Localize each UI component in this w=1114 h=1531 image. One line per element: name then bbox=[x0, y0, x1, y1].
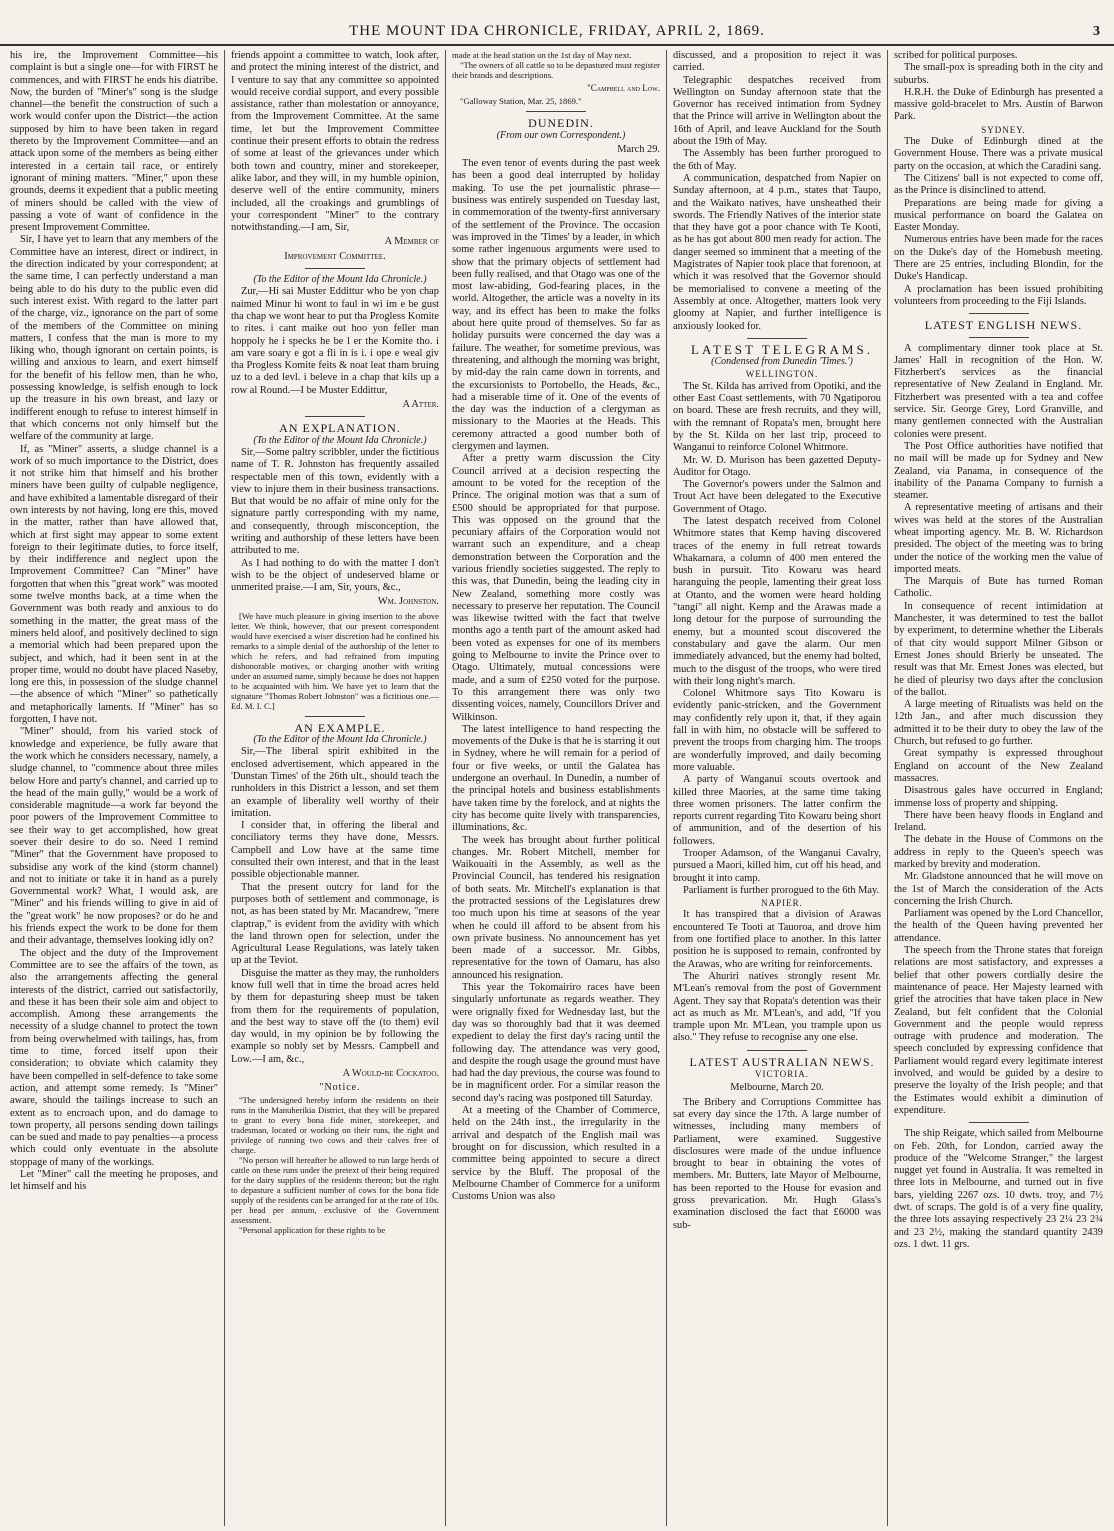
article-text: The Assembly has been further prorogued to the 6th of May. bbox=[673, 148, 881, 172]
article-text: The Citizens' ball is not expected to come off, as the Prince is disinclined to attend. bbox=[894, 172, 1103, 197]
byline: (From our own Correspondent.) bbox=[496, 129, 626, 141]
letter-text: Zur,—Hi sai Muster Eddittur who be yon chap naimed Minur hi wont to faul in wi im e be gust tha chap we wont hear to put tha Progless Komite to rites. i cant maike out hoo yon feller man hoppoly he i specks he be l er the Komite tho. i am vare soary e got a fli in is i. i ope e weal giv tha Progless Komite feits & noat leat tham bruing uz to a ded levl. i beleve in a chap that kils up a row al Round.—I be Muster Eddittur, bbox=[231, 286, 439, 396]
notice-text: "The undersigned hereby inform the residents on their runs in the Manuherikia District, that they will be prepared to grant to every bona fide miner, storekeeper, and tradesman, located or working on their runs, the right and privilege of running two cows and their calves free of charge. bbox=[231, 1094, 439, 1155]
dateline: March 29. bbox=[617, 143, 660, 155]
section-heading: LATEST ENGLISH NEWS. bbox=[924, 318, 1083, 333]
article-text: The even tenor of events during the past week has been a good deal interrupted by holiday making. To use the pet journalistic phrase—business was entirely suspended on Tuesday last, in commemoration of the twenty-first anniversary of the settlement of the Province. The occasion was improved in the 'Times' by a leader, in which some rather ingenuous arguments were used to show that the primary objects of settlement had been fully realised, and that Otago was one of the most law-abiding, God-fearing places, in the world. Altogether, the article was a novelty in its way, and its effect has been to make the folks about here quite proud of themselves. So far as holiday pursuits were concerned the day was a failure. The weather, for sometime previous, was threatening, and although the morning was bright, by mid-day the rain came down in torrents, and the excursionists to Portobello, the Heads, &c., had a miserable time of it. One of the events of the day was the induction of a clergyman as missionary to the Maories at the Heads. This ceremony attracted a good number both of clergymen and laymen. bbox=[452, 158, 660, 453]
signature: Improvement Committee. bbox=[284, 250, 386, 262]
column-1 bbox=[4, 50, 225, 1526]
section-heading: LATEST AUSTRALIAN NEWS. bbox=[689, 1054, 875, 1069]
article-text: Sir, I have yet to learn that any members of the Committee have an interest, direct or indirect, in the direction indicated by your correspondent; at the same time, I can perfectly understand a man being able to do his duty to the public even did such interest exist. With regard to the latter part of the charge, viz., ignorance on the part of some of the members of the Committee on mining matters, I confess that the man is more to my liking who, though ignorant on certain points, is willing and anxious to learn, and exert himself for the benefit of his fellow men, than he who, possessing knowledge, is selfish enough to lock up the treasure in his own breast, and lazy or indifferent enough to refuse to interest himself in that which concerns not only himself but the welfare of the community at large. bbox=[10, 234, 218, 443]
article-text: The Governor's powers under the Salmon and Trout Act have been delegated to the Executive Government of Otago. bbox=[673, 479, 881, 515]
article-text: "Miner" should, from his varied stock of knowledge and experience, be fully aware that the work which he considers necessary, namely, a sludge channel, to "commence about three miles below Hore and party's channel, and carried up to the head of the main gully," would be a work of considerable magnitude—a work far beyond the poor powers of the Improvement Committee to see their way to get accomplished, how great soever their desire to do so. Need I remind "Miner" that the Government have proposed to subsidise any work of the kind (storm channel) and not to initiate or take it in hand as a purely Governmental work? What, I would ask, are "Miner" and his friends willing to give in aid of the "great work" he now proposes? or do he and his friends expect the work to be done for them and their advantage, themselves looking idly on? bbox=[10, 726, 218, 947]
notice-text: "The owners of all cattle so to be depastured must register their brands and descriptions. bbox=[452, 60, 660, 80]
article-text: Trooper Adamson, of the Wanganui Cavalry, pursued a Maori, killed him, cut off his head, and brought it into camp. bbox=[673, 848, 881, 884]
article-text: friends appoint a committee to watch, look after, and protect the mining interest of the district, and I venture to say that any committee so appointed would receive cordial support, and every possible assistance, rather than molestation or annoyance, from the Improvement Committee. At the same time, let but the Improvement Committee continue their present efforts to obtain the redress of some at least of the grievances under which both town and country, miner and storekeeper, alike labor, and they will, in my humble opinion, deserve well of the entire community, miners included, all the croakings and grumblings of your correspondent "Miner" to the contrary notwithstanding.—I am, Sir, bbox=[231, 50, 439, 234]
signature: "Campbell and Low. bbox=[587, 83, 660, 93]
article-text: A complimentary dinner took place at St. James' Hall in recognition of the Hon. W. Fitzherbert's services as the financial representative of New Zealand in England. Mr. Fitzherbert was presented with a tea and coffee service. Sir. George Grey, Lord Granville, and many gentlemen connected with the Australian colonies were present. bbox=[894, 342, 1103, 440]
notice-text: made at the head station on the 1st day of May next. bbox=[452, 50, 632, 60]
place-heading: SYDNEY. bbox=[981, 124, 1026, 135]
column-4 bbox=[667, 50, 888, 1526]
letter-text: Disguise the matter as they may, the runholders know full well that in time the broad acres held by them for depasturing sheep must be taken from them for the requirements of population, and the best way to stave off the (to them) evil day would, in my opinion be by following the example so nobly set by Messrs. Campbell and Low.—I am, &c., bbox=[231, 967, 439, 1065]
notice-text: "Personal application for these rights to be bbox=[239, 1224, 386, 1235]
article-text: The latest despatch received from Colonel Whitmore states that Kemp having discovered traces of the enemy in full retreat towards Whakamara, a column of 400 men entered the bush in pursuit. Tito Kowaru was heard haranguing the people, lamenting their great loss at Otanto, and the women were heard holding "tangi" all night. Kemp and the Arawas made a long detour for the purpose of surrounding the enemy, but a mounted scout discovered the constabulary and gave the alarm. Our men immediately advanced, but the enemy had bolted, much to the disgust of the troops, who were tired with their long night's march. bbox=[673, 515, 881, 687]
letter-text: I consider that, in offering the liberal and conciliatory terms they have done, Messrs. Campbell and Low have at the same time consulted their own interest, and that in the least possible objectionable manner. bbox=[231, 820, 439, 881]
column-5 bbox=[888, 50, 1109, 1526]
masthead bbox=[0, 0, 1114, 46]
section-heading: AN EXPLANATION. bbox=[279, 421, 401, 436]
column-2 bbox=[225, 50, 446, 1526]
article-text: At a meeting of the Chamber of Commerce, held on the 24th inst., the irregularity in the arrival and despatch of the English mail was brought on for discussion, which resulted in a committee being appointed to secure a direct service by the Bluff. The proposal of the Melbourne Chamber of Commerce for a uniform Customs Union was also bbox=[452, 1105, 660, 1203]
article-text: The Duke of Edinburgh dined at the Government House. There was a private musical party on the occasion, at which the Caradini sang. bbox=[894, 136, 1103, 172]
editor-address: (To the Editor of the Mount Ida Chronicle.) bbox=[253, 274, 427, 286]
letter-text: As I had nothing to do with the matter I don't wish to be the object of undeserved blame or unmerited praise.—I am, Sir, yours, &c., bbox=[231, 557, 439, 594]
section-heading: AN EXAMPLE. bbox=[294, 720, 386, 735]
article-text: In consequence of recent intimidation at Manchester, it was determined to test the ballot by experiment, to determine whether the Liberals of that city would support Milner Gibson or Ernest Jones should Brierly be unseated. The result was that Mr. Ernest Jones was elected, but he died of pleurisy two days after the conclusion of the ballot. bbox=[894, 600, 1103, 698]
place-heading: WELLINGTON. bbox=[745, 369, 819, 380]
editor-address: (To the Editor of the Mount Ida Chronicle.) bbox=[253, 434, 427, 446]
columns bbox=[4, 50, 1110, 1526]
article-text: Let "Miner" call the meeting he proposes, and let himself and his bbox=[10, 1169, 218, 1193]
editor-address: (To the Editor of the Mount Ida Chronicle.) bbox=[253, 734, 427, 746]
article-text: There have been heavy floods in England and Ireland. bbox=[894, 809, 1103, 834]
divider bbox=[305, 268, 365, 269]
signature: A Would-be Cockatoo. bbox=[342, 1068, 439, 1080]
article-text: A large meeting of Ritualists was held on the 12th Jan., and after much discussion they admitted it to be their duty to obey the law of the Church, but refused to go further. bbox=[894, 699, 1103, 748]
article-text: A party of Wanganui scouts overtook and killed three Maories, at the same time taking three women prisoners. The latter confirm the reports current regarding Tito Kowaru being short of ammunition, and of the desertion of his followers. bbox=[673, 774, 881, 847]
article-text: Telegraphic despatches received from Wellington on Sunday afternoon state that the Governor has received intimation from Sydney that the Prince will arrive in Wellington about the 16th of April, and leave Auckland for the South about the 19th of May. bbox=[673, 74, 881, 148]
divider bbox=[969, 1122, 1029, 1123]
divider bbox=[526, 111, 586, 112]
divider bbox=[747, 338, 807, 339]
article-text: Numerous entries have been made for the races on the Duke's day of the Homebush meeting. There are 25 entries, including Blondin, for the Duke's Handicap. bbox=[894, 234, 1103, 283]
article-text: The small-pox is spreading both in the city and suburbs. bbox=[894, 62, 1103, 86]
dateline: Melbourne, March 20. bbox=[730, 1082, 824, 1094]
divider bbox=[747, 1050, 807, 1051]
article-text: Preparations are being made for giving a musical performance on board the Galatea on Easter Monday. bbox=[894, 197, 1103, 234]
letter-text: Sir,—The liberal spirit exhibited in the enclosed advertisement, which appeared in the 'Dunstan Times' of the 26th ult., should teach the runholders in this District a lesson, and set them an example of liberality well worthy of their imitation. bbox=[231, 746, 439, 819]
divider bbox=[969, 313, 1029, 314]
article-text: discussed, and a proposition to reject it was carried. bbox=[673, 50, 881, 74]
article-text: Mr. Gladstone announced that he will move on the 1st of March the consideration of the Acts concerning the Irish Church. bbox=[894, 871, 1103, 907]
article-text: The Post Office authorities have notified that no mail will be made up for Sydney and New Zealand, via Panama, in consequence of the inability of the Panama Company to furnish a steamer. bbox=[894, 440, 1103, 502]
article-text: Parliament was opened by the Lord Chancellor, the health of the Queen having prevented her attendance. bbox=[894, 908, 1103, 944]
article-text: Great sympathy is expressed throughout England on account of the New Zealand massacres. bbox=[894, 748, 1103, 784]
article-text: The Ahuriri natives strongly resent Mr. M'Lean's removal from the post of Government Agent. They say that Ropata's detention was their act as much as Mr. M'Lean's, and add, "If you trample upon Mr. M'Lean, you trample upon us also." They refuse to recognise any one else. bbox=[673, 970, 881, 1044]
divider bbox=[305, 416, 365, 417]
article-text: This year the Tokomairiro races have been singularly unfortunate as regards weather. They were orignally fixed for Wednesday last, but the day was so thoroughly bad that it was deemed expedient to delay the first day's racing until the following day. The attendance was very good, and despite the rough usage the ground must have had had the day previous, the course was found to be in magnificent order. For a similar reason the second day's racing was postponed till Saturday. bbox=[452, 982, 660, 1104]
article-text: scribed for political purposes. bbox=[894, 50, 1018, 61]
article-text: The ship Reigate, which sailed from Melbourne on Feb. 20th, for London, carried away the produce of the "Welcome Stranger," the largest nugget yet found in Australia. It was remelted in three lots in Melbourne, and turned out in five bars, yielding 2267 ozs. 10 dwts. troy, and 7½ dwt. of scraps. The gold is of a very fine quality, the three lots assaying respectively 23 2¼ 23 2¾ and 23 2½, making the standard quantity 2439 ozs. 1 dwt. 11 grs. bbox=[894, 1128, 1103, 1250]
place-heading: NAPIER. bbox=[761, 898, 803, 909]
article-text: Disastrous gales have occurred in England; immense loss of property and shipping. bbox=[894, 785, 1103, 809]
article-text: The object and the duty of the Improvement Committee are to see the affairs of the town, as also the arrangements affecting the general interests of the district, carried out satisfactorily, and these it has been their sole aim and object to accomplish. Among these arrangements the necessity of a sludge channel to protect the town from being overwhelmed with tailings, has, from time to time, forced itself upon their consideration; to obviate which calamity they have been compelled in self-defence to take some action, and attempt some remedy. Is "Miner" aware, should the tailings increase to such an extent as to encroach upon, and do damage to town property, all persons sending down tailings can be sued and made to pay penalties—a process which could only eventuate in the absolute stoppage of many of the workings. bbox=[10, 947, 218, 1168]
article-text: The speech from the Throne states that foreign relations are most satisfactory, and expresses a belief that other powers cordially desire the maintenance of peace. Her Majesty learned with grief the atrocities that have taken place in New Zealand, but felt confident that the Colonial Government and the people would repress outrage with prudence and moderation. The speech concluded by expressing confidence that Parliament would regard every legitimate interest involved, and would be guided by a desire to preserve the loyalty of the Irish people; and that the Estimates would exhibit a diminution of expenditure. bbox=[894, 945, 1103, 1116]
letter-text: That the present outcry for land for the purposes both of settlement and commonage, is not, as has been stated by Mr. Macandrew, "mere claptrap," is evident from the avidity with which the land thrown open for selection, under the Agricultural Lease Regulations, was lately taken up at the Teviot. bbox=[231, 881, 439, 967]
notice-text: "No person will hereafter be allowed to run large herds of cattle on these runs under the pretext of their being required for the dairy supplies of the residents thereon; but the right to depasture a sufficient number of cows for the bona fide supply of the residents can be arranged for at the rate of 10s. per head per annum, exclusive of the Government assessment. bbox=[231, 1154, 439, 1225]
article-text: his ire, the Improvement Committee—his complaint is but a single one—for with FIRST he commences, and with FIRST he ends his diatribe. Now, the burden of "Miner's" song is the sludge channel—the benefit the construction of such a work would confer upon the District—the action supposed by him to have been taken in regard thereto by the Improvement Committee—and an attack upon some of the members as being either interested in a certain tail race, or entirely ignorant of mining matters. "Miner," upon these grounds, deems it expedient that a public meeting of miners should be called with the view of passing a vote of want of confidence in the present Improvement Committee. bbox=[10, 50, 218, 234]
notice-heading: "Notice. bbox=[319, 1082, 361, 1094]
page-number: 3 bbox=[1093, 24, 1100, 39]
article-text: The Bribery and Corruptions Committee has sat every day since the 17th. A large number of witnesses, including many members of Parliament, were examined. Suggestive disclosures were made of the undue influence brought to bear in obtaining the votes of members. Mr. Butters, late Mayor of Melbourne, has been reported to the House for evasion and gross prevarication. Mr. Hugh Glass's examination disclosed the fact that £6000 was sub- bbox=[673, 1096, 881, 1231]
divider bbox=[305, 716, 365, 717]
article-text: Mr. W. D. Murison has been gazetted Deputy-Auditor for Otago. bbox=[673, 454, 881, 478]
place-heading: VICTORIA. bbox=[754, 1069, 810, 1080]
article-text: H.R.H. the Duke of Edinburgh has presented a massive gold-bracelet to Mrs. Austin of Barwon Park. bbox=[894, 86, 1103, 123]
section-heading: DUNEDIN. bbox=[528, 116, 594, 131]
article-text: It has transpired that a division of Arawas encountered Te Tooti at Tauoroa, and drove him from one fortified place to another. In this latter position he is supposed to remain, confronted by the Arawas, who are writing for reinforcements. bbox=[673, 909, 881, 970]
signature: Wm. Johnston. bbox=[377, 596, 439, 608]
article-text: The week has brought about further political changes. Mr. Robert Mitchell, member for Waikouaiti in the Assembly, as well as the Provincial Council, has tendered his resignation of both seats. Mr. Mitchell's explanation is that the protracted sessions of the Legislatures drew too much upon his time at seasons of the year when he could ill afford to be absent from his own private business. No announcement has yet been made of a successor. Mr. Gibbs, representative for the town of Oamaru, has also announced his resignation. bbox=[452, 834, 660, 981]
article-text: The St. Kilda has arrived from Opotiki, and the other East Coast settlements, with 70 Ngatiporou on board. These are fresh recruits, and they will, with the remnant of Ropata's men, brought here by the St. Kilda on her last trip, proceed to Wanganui to reinforce Colonel Whitmore. bbox=[673, 380, 881, 454]
editor-note: [We have much pleasure in giving insertion to the above letter. We think, however, that our present correspondent would have exercised a wiser discretion had he confined his remarks to a simple denial of the authorship of the letter to which he refers, and had refrained from imputing dishonorable motives, or charging another with writing under an assumed name, simply because he does not happen to be acquainted with him. We have yet to learn that the signature "Thomas Robert Johnston" was a fictitious one.—Ed. M. I. C.] bbox=[231, 610, 439, 711]
section-heading: LATEST TELEGRAMS. bbox=[691, 341, 873, 357]
article-text: The latest intelligence to hand respecting the movements of the Duke is that he is starring it out in Sydney, where he will remain for a period of four or five weeks, or until the Galatea has undergone an overhaul. In Dunedin, a number of the principal hotels and business establishments have taken time by the forelock, and at nights the city has become quite lively with transparencies, illuminations, &c. bbox=[452, 723, 660, 834]
notice-text: "Galloway Station, Mar. 25, 1869." bbox=[460, 96, 582, 107]
article-text: Parliament is further prorogued to the 6th May. bbox=[683, 884, 880, 896]
article-text: The Marquis of Bute has turned Roman Catholic. bbox=[894, 576, 1103, 600]
article-text: After a pretty warm discussion the City Council arrived at a decision respecting the amount to be voted for the reception of the Prince. The original motion was that a sum of £500 should be appropriated for that purpose. This was opposed on the ground that the pecuniary affairs of the Corporation would not warrant such an expenditure, and a cheap demonstration between the Corporation and the various friendly societies suggested. The reply to this was, that Dunedin, being the leading city in New Zealand, something more costly was necessary to preserve her reputation. The Council was likewise twitted with the fact that twelve months ago a tenth part of the amount asked had been voted as expenses for one of its members going to Melbourne to invite the Prince over to Otago. Ultimately, mutual concessions were made, and a sum of £250 voted for the purpose. To this arrangement there was only two dissenting voices, namely, Councillors Driver and Wilkinson. bbox=[452, 453, 660, 723]
column-3 bbox=[446, 50, 667, 1526]
signature: A Member of bbox=[384, 236, 439, 248]
signature: A Atter. bbox=[402, 399, 439, 411]
article-text: The debate in the House of Commons on the address in reply to the Queen's speech was marked by brevity and moderation. bbox=[894, 834, 1103, 870]
letter-text: Sir,—Some paltry scribbler, under the fictitious name of T. R. Johnston has frequently assailed respectable men of this town, evidently with a view to injure them in their business transactions. But that would be no affair of mine only for the signature partly corresponding with my name, and consequently, through misconception, the writing and authorship of these letters have been attributed to me. bbox=[231, 446, 439, 557]
article-text: If, as "Miner" asserts, a sludge channel is a work of so much importance to the District, does it not strike him that himself and his brother miners have been guilty of culpable negligence, and have exhibited a lamentable disregard of their own interests by not having, long ere this, moved in the matter, rather than have allowed that, which at first sight may appear to some extent foreign to their legitimate duties, to force itself, by their indifference and neglect upon the Improvement Committee? Can "Miner" have forgotten that when this "great work" was mooted some twelve months back, at a time when the Government was both ready and anxious to do something in the matter, the great mass of the miners held aloof, and positively declined to sign a memorial which had been prepared upon the subject, and which, had it been sent in at the proper time, would no doubt have placed Naseby, long ere this, in possession of the sludge channel—the absence of which "Miner" so pathetically and metaphorically laments. If "Miner" has so forgotten, I have not. bbox=[10, 443, 219, 726]
divider bbox=[969, 337, 1029, 338]
article-text: A representative meeting of artisans and their wives was held at the stores of the Australian wheat importing agency. Mr. B. W. Richardson presided. The object of the meeting was to bring under the notice of the working men the value of imported meats. bbox=[894, 502, 1103, 575]
article-text: Colonel Whitmore says Tito Kowaru is evidently panic-stricken, and the Government may confidently rely upon it, that, if they again fall in with him, no obstacle will be suffered to prevent the troops from charging him. The troops are wonderfully improved, and daily becoming more valuable. bbox=[673, 688, 881, 773]
newspaper-title: THE MOUNT IDA CHRONICLE, FRIDAY, APRIL 2, 1869. bbox=[349, 23, 765, 39]
article-text: A proclamation has been issued prohibiting volunteers from proceeding to the Fiji Islands. bbox=[894, 283, 1103, 307]
byline: (Condensed from Dunedin 'Times.') bbox=[711, 356, 853, 368]
article-text: A communication, despatched from Napier on Sunday afternoon, at 4 p.m., states that Taupo, and the Waikato natives, have unsheathed their swords. The Friendly Natives of the interior state that they have got a poor chance with Te Kooti, as he has got about 800 men ready for action. The danger seemed so imminent that a meeting of the Magistrates of Napier took place that forenoon, at which it was resolved that the Governor should be memorialised to convene a meeting of the Assembly at once. Altogether, matters look very gloomy at Napier, and further intelligence is anxiously looked for. bbox=[673, 172, 881, 332]
